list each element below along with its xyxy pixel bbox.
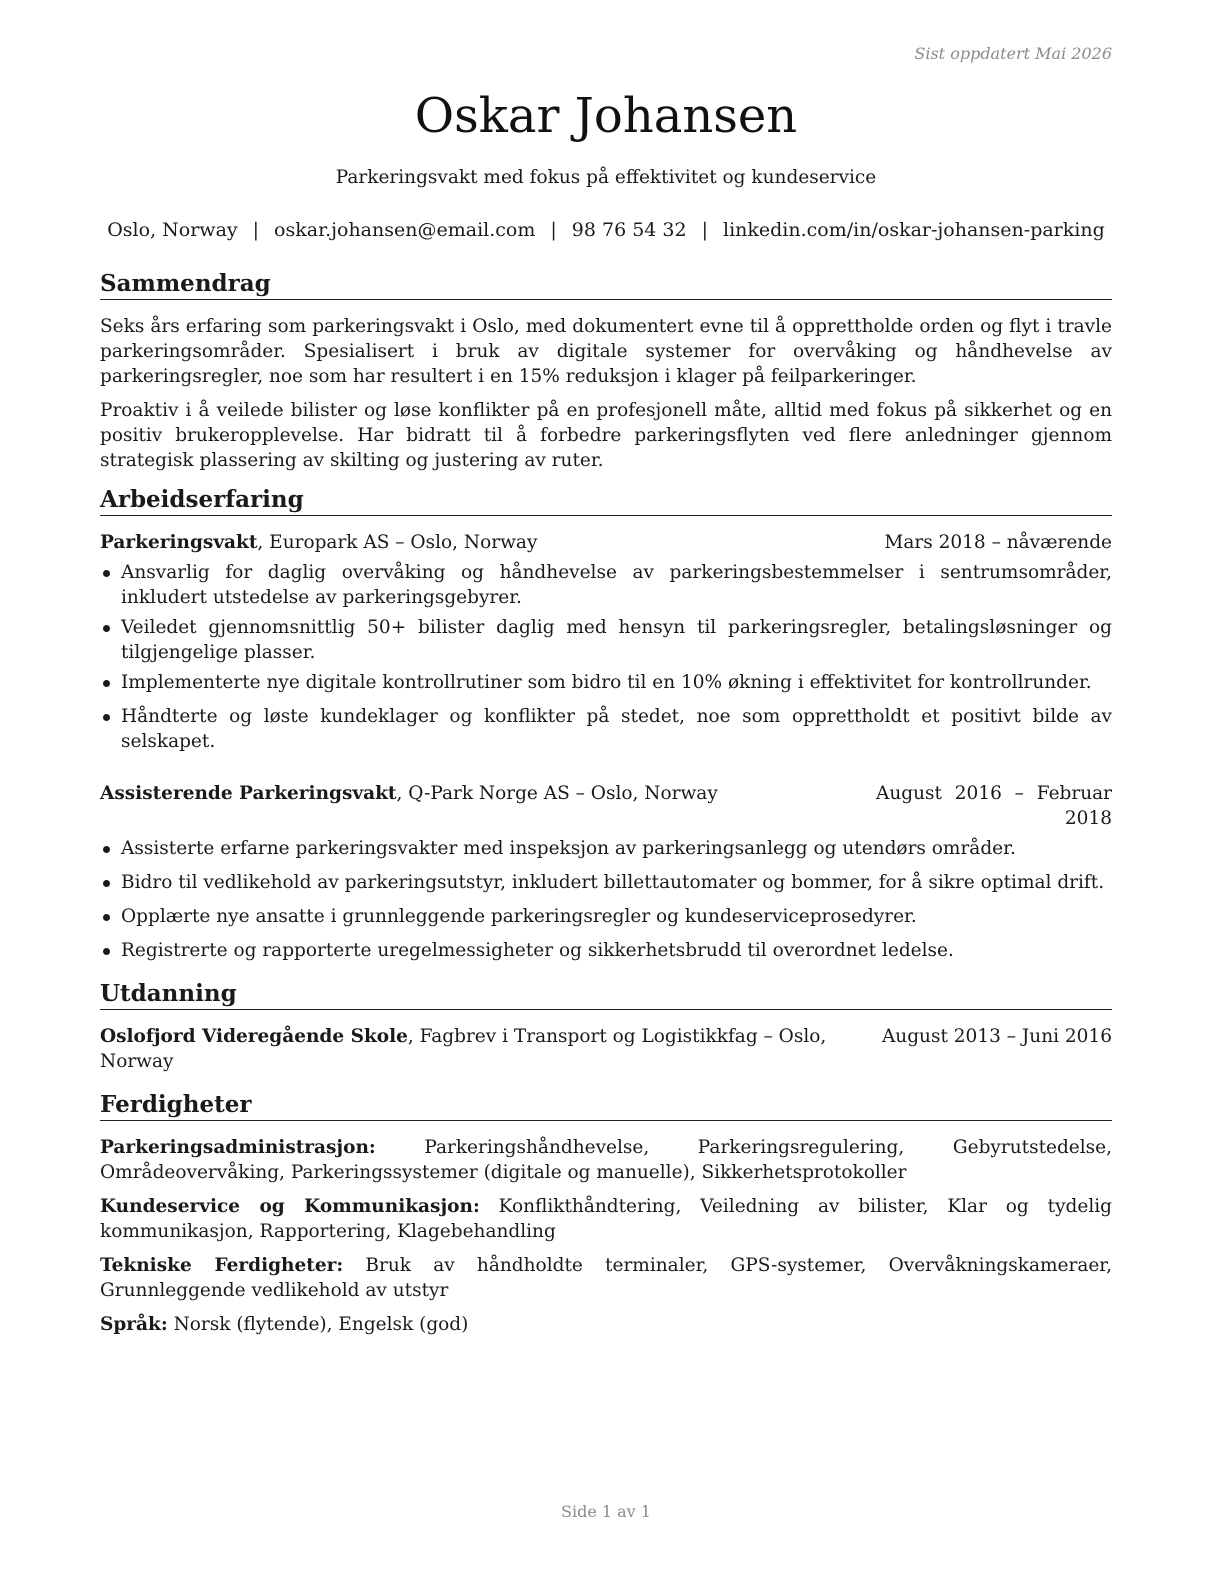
job-title: Parkeringsvakt: [100, 532, 258, 553]
skill-group-label: Kundeservice og Kommunikasjon:: [100, 1196, 480, 1217]
job-title: Assisterende Parkeringsvakt: [100, 783, 397, 804]
list-item: [100, 670, 1112, 695]
job-header: [100, 781, 1112, 831]
list-item: [100, 904, 1112, 929]
summary-paragraph: Seks års erfaring som parkeringsvakt i Oslo, med dokumentert evne til å opprettholde orden og flyt i travle parkeringsområder. Spesialisert i bruk av digitale systemer for overvåking og håndhevelse av parkeringsregler, noe som har resultert i en 15% reduksjon i klager på feilparkeringer.: [100, 316, 1112, 387]
summary-paragraph: Proaktiv i å veilede bilister og løse konflikter på en profesjonell måte, alltid med fokus på sikkerhet og en positiv brukeropplevelse. Har bidratt til å forbedre parkeringsflyten ved flere anledninger gjennom strategisk plassering av skilting og justering av ruter.: [100, 400, 1112, 471]
bullet-text: Assisterte erfarne parkeringsvakter med inspeksjon av parkeringsanlegg og utendørs områder.: [121, 838, 1016, 859]
job-dates: Mars 2018 – nåværende: [884, 532, 1112, 553]
bullet-text: Håndterte og løste kundeklager og konflikter på stedet, noe som opprettholdt et positivt bilde av selskapet.: [121, 706, 1112, 752]
candidate-name: Oskar Johansen: [414, 88, 798, 144]
job-header: [100, 530, 1112, 555]
bullet-text: Bidro til vedlikehold av parkeringsutstyr, inkludert billettautomater og bommer, for å sikre optimal drift.: [121, 872, 1105, 893]
skills-heading: Ferdigheter: [100, 1091, 1112, 1121]
experience-heading: Arbeidserfaring: [100, 486, 1112, 516]
bullet-dot: [103, 948, 110, 955]
skill-group-text: Parkeringshåndhevelse, Parkeringsregulering, Gebyrutstedelse, Områdeovervåking, Parkeringssystemer (digitale og manuelle), Sikkerhetsprotokoller: [100, 1137, 1112, 1183]
list-item: [100, 938, 1112, 963]
job-org: , Europark AS – Oslo, Norway: [257, 532, 538, 553]
contact-email[interactable]: oskar.johansen@email.com: [274, 219, 536, 241]
skill-group-label: Språk:: [100, 1314, 168, 1335]
bullet-dot: [103, 880, 110, 887]
list-item: [100, 870, 1112, 895]
bullet-dot: [103, 680, 110, 687]
page-number-footer: Side 1 av 1: [561, 1502, 651, 1521]
candidate-tagline: Parkeringsvakt med fokus på effektivitet og kundeservice: [335, 167, 877, 188]
skill-group-text: Norsk (flytende), Engelsk (god): [167, 1314, 469, 1335]
bullet-text: Ansvarlig for daglig overvåking og håndhevelse av parkeringsbestemmelser i sentrumsområder, inkludert utstedelse av parkeringsgebyrer.: [121, 562, 1112, 608]
job-title-line: [100, 530, 884, 555]
skill-group: [100, 1253, 1112, 1303]
education-line: [100, 1024, 882, 1074]
job-bullets: [100, 560, 1112, 754]
bullet-text: Veiledet gjennomsnittlig 50+ bilister daglig med hensyn til parkeringsregler, betalingsløsninger og tilgjengelige plasser.: [121, 617, 1112, 663]
resume-page: [100, 0, 1112, 1584]
last-updated-note: Sist oppdatert Mai 2026: [914, 44, 1112, 63]
contact-separator: |: [701, 219, 708, 241]
contact-linkedin[interactable]: linkedin.com/in/oskar-johansen-parking: [723, 219, 1105, 241]
bullet-dot: [103, 714, 110, 721]
contact-phone: 98 76 54 32: [571, 219, 687, 241]
bullet-dot: [103, 846, 110, 853]
job-title-line: [100, 781, 876, 806]
contact-line: [100, 219, 1112, 241]
job-dates: August 2016 – Februar 2018: [876, 783, 1112, 829]
job-org: , Q-Park Norge AS – Oslo, Norway: [396, 783, 718, 804]
education-dates: August 2013 – Juni 2016: [881, 1026, 1112, 1047]
bullet-dot: [103, 625, 110, 632]
resume-content: [100, 270, 1112, 1337]
skill-group: [100, 1312, 1112, 1337]
skill-group-text: Konflikthåndtering, Veiledning av bilister, Klar og tydelig kommunikasjon, Rapportering, Klagebehandling: [100, 1196, 1112, 1242]
bullet-text: Opplærte nye ansatte i grunnleggende parkeringsregler og kundeserviceprosedyrer.: [121, 906, 917, 927]
bullet-dot: [103, 914, 110, 921]
skill-group-label: Parkeringsadministrasjon:: [100, 1137, 376, 1158]
bullet-text: Registrerte og rapporterte uregelmessigheter og sikkerhetsbrudd til overordnet ledelse.: [121, 940, 954, 961]
contact-separator: |: [252, 219, 260, 241]
list-item: [100, 704, 1112, 754]
education-school: Oslofjord Videregående Skole: [100, 1026, 408, 1047]
list-item: [100, 560, 1112, 610]
bullet-text: Implementerte nye digitale kontrollrutiner som bidro til en 10% økning i effektivitet for kontrollrunder.: [121, 672, 1092, 693]
skill-group-text: Bruk av håndholdte terminaler, GPS-systemer, Overvåkningskameraer, Grunnleggende vedlikehold av utstyr: [100, 1255, 1112, 1301]
education-degree: , Fagbrev i Transport og Logistikkfag – Oslo, Norway: [100, 1026, 827, 1072]
contact-location: Oslo, Norway: [107, 219, 238, 241]
contact-separator: |: [550, 219, 557, 241]
job-bullets: [100, 836, 1112, 963]
skill-group: [100, 1194, 1112, 1244]
education-entry: [100, 1024, 1112, 1074]
summary-heading: Sammendrag: [100, 270, 1112, 300]
skill-group-label: Tekniske Ferdigheter:: [100, 1255, 344, 1276]
bullet-dot: [103, 570, 110, 577]
education-heading: Utdanning: [100, 980, 1112, 1010]
list-item: [100, 836, 1112, 861]
skill-group: [100, 1135, 1112, 1185]
list-item: [100, 615, 1112, 665]
